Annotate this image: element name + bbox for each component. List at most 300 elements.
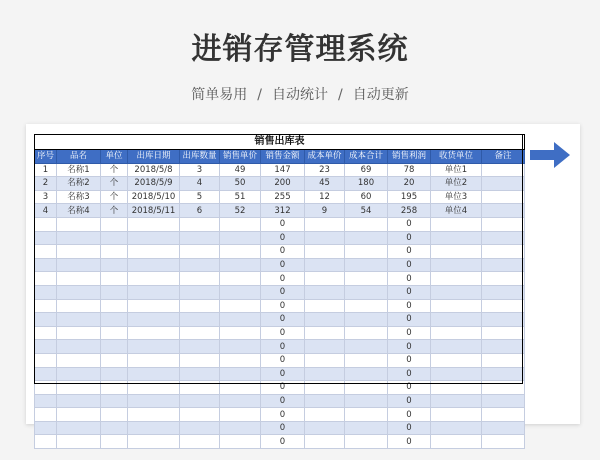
table-cell[interactable] <box>482 285 525 299</box>
table-cell[interactable]: 0 <box>388 367 431 381</box>
table-cell[interactable] <box>128 408 180 422</box>
table-cell[interactable] <box>180 340 220 354</box>
table-cell[interactable]: 0 <box>388 231 431 245</box>
table-cell[interactable] <box>431 245 482 259</box>
table-cell[interactable]: 名称4 <box>57 204 101 218</box>
table-cell[interactable] <box>101 408 128 422</box>
table-cell[interactable]: 0 <box>261 299 305 313</box>
table-cell[interactable] <box>482 435 525 449</box>
column-header[interactable]: 成本单价 <box>305 150 345 164</box>
table-cell[interactable]: 60 <box>345 190 388 204</box>
table-cell[interactable] <box>57 421 101 435</box>
table-cell[interactable] <box>57 217 101 231</box>
table-cell[interactable] <box>57 231 101 245</box>
table-cell[interactable]: 个 <box>101 177 128 191</box>
table-row <box>35 421 525 435</box>
table-cell[interactable] <box>482 245 525 259</box>
table-cell[interactable] <box>220 394 261 408</box>
table-row <box>35 231 525 245</box>
table-row <box>35 299 525 313</box>
table-cell[interactable] <box>482 340 525 354</box>
table-cell[interactable] <box>431 435 482 449</box>
table-cell[interactable]: 0 <box>388 381 431 395</box>
table-cell[interactable]: 名称1 <box>57 163 101 177</box>
table-cell[interactable]: 0 <box>261 285 305 299</box>
table-wrap <box>34 134 524 449</box>
table-header-row <box>35 150 525 164</box>
table-cell[interactable] <box>101 394 128 408</box>
table-cell[interactable] <box>180 272 220 286</box>
table-cell[interactable] <box>101 272 128 286</box>
table-cell[interactable] <box>101 217 128 231</box>
table-cell[interactable] <box>220 313 261 327</box>
table-cell[interactable] <box>220 408 261 422</box>
table-cell[interactable] <box>345 435 388 449</box>
table-cell[interactable] <box>57 408 101 422</box>
table-cell[interactable] <box>482 204 525 218</box>
column-header[interactable]: 单位 <box>101 150 128 164</box>
table-cell[interactable]: 147 <box>261 163 305 177</box>
table-cell[interactable]: 2018/5/10 <box>128 190 180 204</box>
header <box>0 0 600 124</box>
table-cell[interactable] <box>35 394 57 408</box>
table-cell[interactable]: 0 <box>388 217 431 231</box>
table-cell[interactable] <box>57 285 101 299</box>
table-cell[interactable]: 2018/5/11 <box>128 204 180 218</box>
table-cell[interactable]: 名称2 <box>57 177 101 191</box>
table-cell[interactable]: 个 <box>101 190 128 204</box>
table-cell[interactable]: 0 <box>388 394 431 408</box>
table-cell[interactable]: 0 <box>388 258 431 272</box>
column-header[interactable]: 备注 <box>482 150 525 164</box>
table-cell[interactable] <box>220 326 261 340</box>
table-cell[interactable] <box>180 421 220 435</box>
table-cell[interactable] <box>180 313 220 327</box>
table-cell[interactable] <box>431 217 482 231</box>
column-header[interactable]: 销售单价 <box>220 150 261 164</box>
table-cell[interactable]: 5 <box>180 190 220 204</box>
table-cell[interactable] <box>180 299 220 313</box>
table-cell[interactable]: 0 <box>261 217 305 231</box>
table-cell[interactable]: 6 <box>180 204 220 218</box>
table-cell[interactable]: 4 <box>180 177 220 191</box>
table-cell[interactable] <box>180 394 220 408</box>
table-cell[interactable] <box>128 353 180 367</box>
table-row <box>35 272 525 286</box>
table-cell[interactable] <box>101 326 128 340</box>
table-cell[interactable] <box>57 353 101 367</box>
table-cell[interactable] <box>431 326 482 340</box>
table-cell[interactable] <box>57 326 101 340</box>
table-cell[interactable]: 0 <box>388 435 431 449</box>
table-cell[interactable] <box>431 381 482 395</box>
table-cell[interactable] <box>57 340 101 354</box>
table-cell[interactable]: 3 <box>180 163 220 177</box>
table-cell[interactable] <box>345 272 388 286</box>
table-cell[interactable] <box>431 258 482 272</box>
table-cell[interactable]: 0 <box>261 394 305 408</box>
table-cell[interactable] <box>101 313 128 327</box>
table-cell[interactable] <box>305 340 345 354</box>
table-cell[interactable]: 单位1 <box>431 163 482 177</box>
table-cell[interactable]: 78 <box>388 163 431 177</box>
table-cell[interactable] <box>101 367 128 381</box>
table-cell[interactable] <box>431 299 482 313</box>
table-cell[interactable]: 12 <box>305 190 345 204</box>
table-cell[interactable]: 单位4 <box>431 204 482 218</box>
table-cell[interactable] <box>305 367 345 381</box>
table-cell[interactable] <box>128 299 180 313</box>
table-cell[interactable] <box>482 421 525 435</box>
column-header[interactable]: 品名 <box>57 150 101 164</box>
table-cell[interactable] <box>220 258 261 272</box>
column-header[interactable]: 收货单位 <box>431 150 482 164</box>
table-cell[interactable]: 0 <box>388 326 431 340</box>
table-cell[interactable]: 258 <box>388 204 431 218</box>
table-cell[interactable]: 0 <box>261 408 305 422</box>
column-header[interactable]: 出库日期 <box>128 150 180 164</box>
table-cell[interactable]: 0 <box>388 421 431 435</box>
table-cell[interactable] <box>482 217 525 231</box>
table-cell[interactable] <box>345 381 388 395</box>
table-cell[interactable] <box>220 381 261 395</box>
table-cell[interactable] <box>482 258 525 272</box>
page-title: 进销存管理系统 <box>191 32 409 67</box>
table-cell[interactable] <box>345 231 388 245</box>
table-cell[interactable] <box>180 353 220 367</box>
column-header[interactable]: 序号 <box>35 150 57 164</box>
table-cell[interactable] <box>431 313 482 327</box>
table-cell[interactable] <box>482 381 525 395</box>
table-cell[interactable]: 0 <box>388 353 431 367</box>
table-cell[interactable] <box>305 285 345 299</box>
table-cell[interactable] <box>220 353 261 367</box>
table-cell[interactable] <box>305 272 345 286</box>
table-cell[interactable]: 200 <box>261 177 305 191</box>
table-row <box>35 326 525 340</box>
table-row <box>35 177 525 191</box>
table-row <box>35 258 525 272</box>
table-cell[interactable] <box>345 340 388 354</box>
table-cell[interactable] <box>431 231 482 245</box>
table-cell[interactable]: 51 <box>220 190 261 204</box>
table-cell[interactable] <box>345 353 388 367</box>
table-row <box>35 163 525 177</box>
table-cell[interactable] <box>220 299 261 313</box>
table-cell[interactable]: 0 <box>388 299 431 313</box>
table-cell[interactable] <box>305 353 345 367</box>
table-cell[interactable] <box>101 299 128 313</box>
table-cell[interactable]: 52 <box>220 204 261 218</box>
table-cell[interactable] <box>35 299 57 313</box>
table-cell[interactable]: 23 <box>305 163 345 177</box>
table-cell[interactable] <box>35 285 57 299</box>
table-cell[interactable] <box>35 367 57 381</box>
table-cell[interactable] <box>128 394 180 408</box>
table-row <box>35 340 525 354</box>
table-cell[interactable] <box>57 258 101 272</box>
table-row <box>35 245 525 259</box>
table-cell[interactable] <box>101 245 128 259</box>
table-cell[interactable] <box>128 340 180 354</box>
table-cell[interactable] <box>345 326 388 340</box>
table-cell[interactable] <box>128 217 180 231</box>
table-cell[interactable]: 4 <box>35 204 57 218</box>
table-cell[interactable] <box>220 245 261 259</box>
table-row <box>35 367 525 381</box>
table-cell[interactable]: 45 <box>305 177 345 191</box>
table-cell[interactable] <box>220 340 261 354</box>
table-cell[interactable]: 9 <box>305 204 345 218</box>
table-cell[interactable] <box>431 285 482 299</box>
table-cell[interactable] <box>128 313 180 327</box>
table-cell[interactable] <box>482 408 525 422</box>
table-cell[interactable]: 0 <box>261 231 305 245</box>
table-cell[interactable]: 0 <box>261 245 305 259</box>
table-cell[interactable] <box>305 421 345 435</box>
table-cell[interactable] <box>305 394 345 408</box>
table-row <box>35 217 525 231</box>
table-cell[interactable] <box>220 272 261 286</box>
table-cell[interactable] <box>101 340 128 354</box>
table-cell[interactable]: 0 <box>261 381 305 395</box>
table-cell[interactable] <box>345 285 388 299</box>
table-cell[interactable]: 0 <box>388 272 431 286</box>
table-cell[interactable] <box>431 340 482 354</box>
table-cell[interactable]: 0 <box>261 272 305 286</box>
table-cell[interactable] <box>345 258 388 272</box>
table-cell[interactable] <box>101 231 128 245</box>
table-cell[interactable] <box>431 394 482 408</box>
table-cell[interactable] <box>305 231 345 245</box>
table-cell[interactable]: 180 <box>345 177 388 191</box>
table-cell[interactable]: 个 <box>101 204 128 218</box>
table-cell[interactable] <box>482 367 525 381</box>
table-cell[interactable]: 0 <box>261 353 305 367</box>
table-cell[interactable] <box>220 285 261 299</box>
table-cell[interactable]: 255 <box>261 190 305 204</box>
table-cell[interactable] <box>35 272 57 286</box>
table-cell[interactable] <box>128 435 180 449</box>
table-cell[interactable] <box>482 394 525 408</box>
table-cell[interactable]: 2018/5/8 <box>128 163 180 177</box>
table-cell[interactable]: 0 <box>388 340 431 354</box>
column-header[interactable]: 销售利润 <box>388 150 431 164</box>
table-cell[interactable] <box>180 367 220 381</box>
table-cell[interactable]: 0 <box>388 408 431 422</box>
table-cell[interactable] <box>101 421 128 435</box>
table-row <box>35 353 525 367</box>
table-cell[interactable] <box>128 367 180 381</box>
table-cell[interactable] <box>35 231 57 245</box>
table-cell[interactable]: 0 <box>261 326 305 340</box>
subtitle-item: 自动统计 <box>272 87 328 103</box>
table-cell[interactable] <box>431 367 482 381</box>
table-cell[interactable]: 1 <box>35 163 57 177</box>
table-row <box>35 408 525 422</box>
table-cell[interactable] <box>57 394 101 408</box>
table-cell[interactable]: 54 <box>345 204 388 218</box>
table-cell[interactable]: 50 <box>220 177 261 191</box>
table-cell[interactable] <box>482 272 525 286</box>
table-cell[interactable] <box>482 299 525 313</box>
table-cell[interactable] <box>57 381 101 395</box>
table-row <box>35 394 525 408</box>
arrow-right-icon <box>530 142 570 168</box>
table-cell[interactable] <box>180 217 220 231</box>
table-cell[interactable] <box>345 217 388 231</box>
table-cell[interactable] <box>180 231 220 245</box>
table-cell[interactable] <box>305 408 345 422</box>
table-cell[interactable] <box>57 245 101 259</box>
table-row <box>35 435 525 449</box>
table-cell[interactable] <box>128 326 180 340</box>
table-cell[interactable] <box>180 285 220 299</box>
table-cell[interactable]: 0 <box>261 340 305 354</box>
table-cell[interactable] <box>35 217 57 231</box>
table-cell[interactable] <box>57 272 101 286</box>
table-cell[interactable] <box>180 381 220 395</box>
table-cell[interactable] <box>431 272 482 286</box>
table-cell[interactable] <box>180 435 220 449</box>
table-cell[interactable] <box>305 258 345 272</box>
table-cell[interactable] <box>128 285 180 299</box>
table-cell[interactable] <box>180 326 220 340</box>
table-cell[interactable] <box>305 245 345 259</box>
subtitle-item: 简单易用 <box>191 87 248 103</box>
table-cell[interactable] <box>35 421 57 435</box>
table-cell[interactable] <box>35 340 57 354</box>
table-cell[interactable] <box>305 313 345 327</box>
table-cell[interactable] <box>128 381 180 395</box>
table-cell[interactable] <box>101 258 128 272</box>
table-cell[interactable] <box>431 408 482 422</box>
table-title[interactable]: 销售出库表 <box>35 135 525 150</box>
table-cell[interactable]: 0 <box>388 245 431 259</box>
table-row <box>35 381 525 395</box>
table-cell[interactable]: 49 <box>220 163 261 177</box>
subtitle-separator: / <box>338 87 343 103</box>
table-cell[interactable]: 0 <box>261 435 305 449</box>
table-row <box>35 313 525 327</box>
table-cell[interactable] <box>345 245 388 259</box>
table-cell[interactable] <box>220 367 261 381</box>
table-cell[interactable] <box>57 313 101 327</box>
table-cell[interactable]: 个 <box>101 163 128 177</box>
column-header[interactable]: 成本合计 <box>345 150 388 164</box>
table-cell[interactable] <box>220 217 261 231</box>
table-cell[interactable]: 0 <box>388 285 431 299</box>
table-cell[interactable]: 195 <box>388 190 431 204</box>
table-cell[interactable]: 312 <box>261 204 305 218</box>
table-cell[interactable] <box>482 326 525 340</box>
table-cell[interactable]: 2018/5/9 <box>128 177 180 191</box>
table-cell[interactable]: 20 <box>388 177 431 191</box>
table-cell[interactable] <box>35 408 57 422</box>
table-cell[interactable] <box>482 313 525 327</box>
table-cell[interactable] <box>180 245 220 259</box>
table-cell[interactable] <box>180 258 220 272</box>
table-cell[interactable] <box>305 299 345 313</box>
table-cell[interactable]: 单位2 <box>431 177 482 191</box>
table-cell[interactable] <box>345 421 388 435</box>
table-cell[interactable] <box>345 367 388 381</box>
table-cell[interactable]: 69 <box>345 163 388 177</box>
table-cell[interactable] <box>220 421 261 435</box>
table-cell[interactable]: 0 <box>261 258 305 272</box>
table-cell[interactable] <box>305 217 345 231</box>
table-cell[interactable] <box>482 353 525 367</box>
table-cell[interactable] <box>482 177 525 191</box>
table-cell[interactable] <box>57 367 101 381</box>
table-title-row <box>35 135 525 150</box>
table-row <box>35 190 525 204</box>
table-cell[interactable] <box>345 394 388 408</box>
subtitle-separator: / <box>257 87 262 103</box>
table-cell[interactable] <box>101 353 128 367</box>
table-cell[interactable] <box>431 421 482 435</box>
page-subtitle <box>0 84 600 104</box>
table-row <box>35 204 525 218</box>
table-cell[interactable] <box>35 245 57 259</box>
table-cell[interactable]: 0 <box>388 313 431 327</box>
table-cell[interactable] <box>128 245 180 259</box>
table-cell[interactable] <box>35 435 57 449</box>
table-cell[interactable] <box>57 435 101 449</box>
table-cell[interactable] <box>305 326 345 340</box>
table-cell[interactable] <box>220 231 261 245</box>
table-cell[interactable] <box>35 381 57 395</box>
table-cell[interactable] <box>128 258 180 272</box>
subtitle-item: 自动更新 <box>352 87 409 103</box>
table-cell[interactable]: 0 <box>261 421 305 435</box>
table-row <box>35 285 525 299</box>
table-cell[interactable] <box>345 408 388 422</box>
table-cell[interactable] <box>345 313 388 327</box>
table-cell[interactable]: 2 <box>35 177 57 191</box>
table-cell[interactable] <box>101 381 128 395</box>
table-cell[interactable] <box>35 353 57 367</box>
table-cell[interactable] <box>35 258 57 272</box>
table-cell[interactable] <box>305 435 345 449</box>
sales-outbound-table <box>34 134 525 449</box>
column-header[interactable]: 销售金额 <box>261 150 305 164</box>
table-cell[interactable] <box>35 326 57 340</box>
table-cell[interactable] <box>220 435 261 449</box>
table-cell[interactable]: 名称3 <box>57 190 101 204</box>
table-cell[interactable] <box>180 408 220 422</box>
table-cell[interactable] <box>431 353 482 367</box>
table-cell[interactable] <box>128 272 180 286</box>
table-cell[interactable] <box>482 163 525 177</box>
column-header[interactable]: 出库数量 <box>180 150 220 164</box>
table-cell[interactable] <box>101 285 128 299</box>
table-cell[interactable] <box>482 231 525 245</box>
table-cell[interactable] <box>128 231 180 245</box>
table-cell[interactable]: 3 <box>35 190 57 204</box>
table-cell[interactable]: 0 <box>261 313 305 327</box>
spreadsheet-card <box>26 124 580 447</box>
table-cell[interactable]: 0 <box>261 367 305 381</box>
table-cell[interactable] <box>57 299 101 313</box>
table-cell[interactable] <box>35 313 57 327</box>
table-cell[interactable]: 单位3 <box>431 190 482 204</box>
table-cell[interactable] <box>305 381 345 395</box>
table-cell[interactable] <box>482 190 525 204</box>
table-cell[interactable] <box>128 421 180 435</box>
table-cell[interactable] <box>101 435 128 449</box>
table-cell[interactable] <box>345 299 388 313</box>
